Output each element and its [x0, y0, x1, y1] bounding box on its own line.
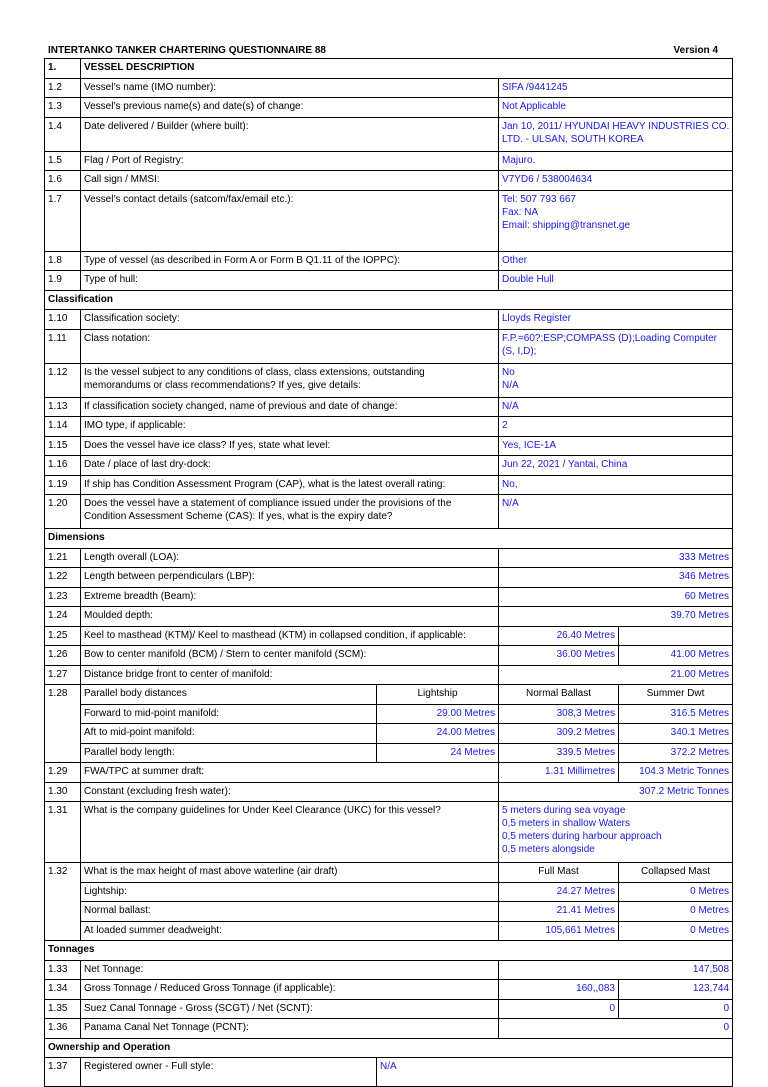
- row-label: [81, 495, 499, 529]
- row-number: 1.24: [45, 607, 81, 627]
- table-row: [45, 171, 733, 191]
- gross-tonnage-value: 160,,083: [499, 980, 619, 1000]
- value-cell: 105,661 Metres: [499, 921, 619, 941]
- row-label: Bow to center manifold (BCM) / Stern to center manifold (SCM):: [81, 646, 499, 666]
- contact-fax: Fax: NA: [502, 206, 539, 218]
- column-header: Full Mast: [499, 863, 619, 883]
- suez-gross-value: 0: [499, 999, 619, 1019]
- row-number: 1.6: [45, 171, 81, 191]
- loa-value: 333 Metres: [499, 548, 733, 568]
- row-label: Forward to mid-point manifold:: [81, 704, 377, 724]
- table-row: [45, 78, 733, 98]
- column-header: Lightship: [377, 685, 499, 705]
- row-label: Parallel body length:: [81, 743, 377, 763]
- section-row: [45, 290, 733, 310]
- row-number: 1.4: [45, 117, 81, 151]
- row-number: 1.2: [45, 78, 81, 98]
- contact-tel: Tel: 507 793 667: [502, 193, 576, 205]
- table-row: [45, 271, 733, 291]
- document-title: INTERTANKO TANKER CHARTERING QUESTIONNAIRE 88: [48, 45, 326, 56]
- row-label: Distance bridge front to center of manifold:: [81, 665, 499, 685]
- lbp-value: 346 Metres: [499, 568, 733, 588]
- row-number: 1.34: [45, 980, 81, 1000]
- dimensions-heading: Dimensions: [45, 529, 733, 549]
- row-number: 1.13: [45, 397, 81, 417]
- table-row: [45, 417, 733, 437]
- classification-heading: Classification: [45, 290, 733, 310]
- table-row: [45, 329, 733, 363]
- value-cell: 24.27 Metres: [499, 882, 619, 902]
- value-cell: 24 Metres: [377, 743, 499, 763]
- cas-value: N/A: [499, 495, 733, 529]
- row-number: 1.19: [45, 475, 81, 495]
- row-label: Lightship:: [81, 882, 499, 902]
- section-number: 1.: [45, 59, 81, 79]
- row-label: Call sign / MMSI:: [81, 171, 499, 191]
- row-label: Vessel’s previous name(s) and date(s) of change:: [81, 98, 499, 118]
- section-row: [45, 941, 733, 961]
- net-tonnage-value: 147,508: [499, 960, 733, 980]
- registered-owner-value: N/A: [377, 1058, 733, 1087]
- table-row: [45, 251, 733, 271]
- table-row: [45, 363, 733, 397]
- class-notation-value: [499, 329, 733, 363]
- row-label: Does the vessel have ice class? If yes, state what level:: [81, 436, 499, 456]
- ukc-line: 0,5 meters during harbour approach: [502, 831, 662, 842]
- table-row: [45, 1058, 733, 1087]
- ukc-line: 0,5 meters alongside: [502, 844, 595, 855]
- table-row: [45, 456, 733, 476]
- flag-value: Majuro.: [499, 151, 733, 171]
- row-number: 1.31: [45, 802, 81, 863]
- row-label: Date delivered / Builder (where built):: [81, 117, 499, 151]
- class-notation-line: F.P.=60?;ESP;COMPASS (D);Loading Computer: [502, 332, 718, 344]
- table-row: [45, 665, 733, 685]
- section-row: [45, 529, 733, 549]
- row-label: Type of hull:: [81, 271, 499, 291]
- table-row: [45, 882, 733, 902]
- row-number: 1.29: [45, 763, 81, 783]
- row-number: 1.36: [45, 1019, 81, 1039]
- row-number: 1.20: [45, 495, 81, 529]
- table-row: [45, 999, 733, 1019]
- row-label: Keel to masthead (KTM)/ Keel to masthead (KTM) in collapsed condition, if applicable:: [81, 626, 499, 646]
- row-number: 1.8: [45, 251, 81, 271]
- value-cell: 29.00 Metres: [377, 704, 499, 724]
- builder-line: LTD. - ULSAN, SOUTH KOREA: [502, 133, 644, 145]
- table-row: [45, 587, 733, 607]
- table-row: [45, 190, 733, 251]
- row-label: Aft to mid-point manifold:: [81, 724, 377, 744]
- table-row: [45, 151, 733, 171]
- row-label: At loaded summer deadweight:: [81, 921, 499, 941]
- value-cell: 372.2 Metres: [619, 743, 733, 763]
- row-number: 1.9: [45, 271, 81, 291]
- reduced-gross-tonnage-value: 123,744: [619, 980, 733, 1000]
- value-cell: 309.2 Metres: [499, 724, 619, 744]
- row-label: Vessel’s name (IMO number):: [81, 78, 499, 98]
- contact-email: Email: shipping@transnet.ge: [502, 219, 630, 231]
- value-cell: 21.41 Metres: [499, 902, 619, 922]
- row-number: 1.37: [45, 1058, 81, 1087]
- table-row: [45, 782, 733, 802]
- ownership-heading: Ownership and Operation: [45, 1038, 733, 1058]
- row-number: 1.22: [45, 568, 81, 588]
- class-change-value: N/A: [499, 397, 733, 417]
- hull-type-value: Double Hull: [499, 271, 733, 291]
- row-number: 1.27: [45, 665, 81, 685]
- value-cell: 339.5 Metres: [499, 743, 619, 763]
- label-line: memorandums or class recommendations? If yes, give details:: [84, 379, 361, 391]
- section-row: [45, 1038, 733, 1058]
- row-number: 1.5: [45, 151, 81, 171]
- table-row: [45, 646, 733, 666]
- row-label: Type of vessel (as described in Form A or Form B Q1.11 of the IOPPC):: [81, 251, 499, 271]
- call-sign-value: V7YD6 / 538004634: [499, 171, 733, 191]
- tonnages-heading: Tonnages: [45, 941, 733, 961]
- row-number: 1.30: [45, 782, 81, 802]
- row-label: If classification society changed, name of previous and date of change:: [81, 397, 499, 417]
- class-society-value: Lloyds Register: [499, 310, 733, 330]
- value-cell: 0 Metres: [619, 882, 733, 902]
- scm-value: 41.00 Metres: [619, 646, 733, 666]
- table-row: [45, 1019, 733, 1039]
- row-label: Constant (excluding fresh water):: [81, 782, 499, 802]
- column-header: Collapsed Mast: [619, 863, 733, 883]
- row-label: What is the max height of mast above waterline (air draft): [81, 863, 499, 883]
- value-cell: 24.00 Metres: [377, 724, 499, 744]
- table-row: [45, 685, 733, 705]
- value-line: N/A: [502, 379, 519, 391]
- table-row: [45, 436, 733, 456]
- table-row: [45, 98, 733, 118]
- row-number: 1.14: [45, 417, 81, 437]
- row-number: 1.33: [45, 960, 81, 980]
- table-row: [45, 117, 733, 151]
- row-label: If ship has Condition Assessment Program (CAP), what is the latest overall rating:: [81, 475, 499, 495]
- table-row: [45, 921, 733, 941]
- column-header: Summer Dwt: [619, 685, 733, 705]
- table-row: [45, 310, 733, 330]
- contact-details-value: [499, 190, 733, 251]
- class-notation-line: (S, I,D);: [502, 345, 537, 357]
- table-row: [45, 960, 733, 980]
- row-label: Vessel’s contact details (satcom/fax/email etc.):: [81, 190, 499, 251]
- tpc-value: 104.3 Metric Tonnes: [619, 763, 733, 783]
- row-number: 1.28: [45, 685, 81, 763]
- section-row: [45, 59, 733, 79]
- row-label: Extreme breadth (Beam):: [81, 587, 499, 607]
- ukc-line: 5 meters during sea voyage: [502, 805, 626, 816]
- value-cell: 316.5 Metres: [619, 704, 733, 724]
- label-line: Does the vessel have a statement of compliance issued under the provisions of the: [84, 498, 452, 509]
- value-cell: 0 Metres: [619, 902, 733, 922]
- questionnaire-header: [46, 44, 732, 58]
- row-number: 1.25: [45, 626, 81, 646]
- row-label: Suez Canal Tonnage - Gross (SCGT) / Net (SCNT):: [81, 999, 499, 1019]
- row-label: Panama Canal Net Tonnage (PCNT):: [81, 1019, 499, 1039]
- imo-type-value: 2: [499, 417, 733, 437]
- builder-value: [499, 117, 733, 151]
- ktm-value: 26.40 Metres: [499, 626, 619, 646]
- fwa-value: 1.31 Millimetres: [499, 763, 619, 783]
- row-number: 1.23: [45, 587, 81, 607]
- row-number: 1.10: [45, 310, 81, 330]
- table-row: [45, 863, 733, 883]
- dry-dock-value: Jun 22, 2021 / Yantai, China: [499, 456, 733, 476]
- value-line: No: [502, 366, 515, 378]
- row-label: Length between perpendiculars (LBP):: [81, 568, 499, 588]
- moulded-depth-value: 39.70 Metres: [499, 607, 733, 627]
- version-label: Version 4: [673, 45, 718, 56]
- table-row: [45, 763, 733, 783]
- row-label: Date / place of last dry-dock:: [81, 456, 499, 476]
- section-title: VESSEL DESCRIPTION: [81, 59, 733, 79]
- row-number: 1.11: [45, 329, 81, 363]
- row-label: Flag / Port of Registry:: [81, 151, 499, 171]
- value-cell: 0 Metres: [619, 921, 733, 941]
- table-row: [45, 626, 733, 646]
- row-label: Normal ballast:: [81, 902, 499, 922]
- table-row: [45, 902, 733, 922]
- row-number: 1.15: [45, 436, 81, 456]
- row-label: Moulded depth:: [81, 607, 499, 627]
- ktm-collapsed-value: [619, 626, 733, 646]
- table-row: [45, 568, 733, 588]
- row-number: 1.35: [45, 999, 81, 1019]
- constant-value: 307.2 Metric Tonnes: [499, 782, 733, 802]
- bridge-manifold-value: 21.00 Metres: [499, 665, 733, 685]
- table-row: [45, 548, 733, 568]
- table-row: [45, 743, 733, 763]
- bcm-value: 36.00 Metres: [499, 646, 619, 666]
- row-label: Length overall (LOA):: [81, 548, 499, 568]
- table-row: [45, 495, 733, 529]
- row-number: 1.16: [45, 456, 81, 476]
- table-row: [45, 802, 733, 863]
- row-number: 1.21: [45, 548, 81, 568]
- value-cell: 340.1 Metres: [619, 724, 733, 744]
- table-row: [45, 980, 733, 1000]
- row-number: 1.12: [45, 363, 81, 397]
- row-number: 1.32: [45, 863, 81, 941]
- suez-net-value: 0: [619, 999, 733, 1019]
- value-cell: 308,3 Metres: [499, 704, 619, 724]
- label-line: Is the vessel subject to any conditions of class, class extensions, outstanding: [84, 366, 425, 378]
- label-line: Condition Assessment Scheme (CAS): If yes, what is the expiry date?: [84, 511, 393, 522]
- builder-line: Jan 10, 2011/ HYUNDAI HEAVY INDUSTRIES CO.: [502, 120, 730, 132]
- ukc-value: [499, 802, 733, 863]
- row-label: Classification society:: [81, 310, 499, 330]
- cap-rating-value: No,: [499, 475, 733, 495]
- ice-class-value: Yes, ICE-1A: [499, 436, 733, 456]
- class-conditions-value: [499, 363, 733, 397]
- table-row: [45, 475, 733, 495]
- row-label: IMO type, if applicable:: [81, 417, 499, 437]
- row-label: FWA/TPC at summer draft:: [81, 763, 499, 783]
- row-label: Registered owner - Full style:: [81, 1058, 377, 1087]
- table-row: [45, 704, 733, 724]
- column-header: Normal Ballast: [499, 685, 619, 705]
- row-label: Parallel body distances: [81, 685, 377, 705]
- table-row: [45, 397, 733, 417]
- table-row: [45, 724, 733, 744]
- row-number: 1.26: [45, 646, 81, 666]
- row-label: [81, 363, 499, 397]
- row-number: 1.3: [45, 98, 81, 118]
- previous-name-value: Not Applicable: [499, 98, 733, 118]
- row-label: Gross Tonnage / Reduced Gross Tonnage (if applicable):: [81, 980, 499, 1000]
- row-label: Net Tonnage:: [81, 960, 499, 980]
- row-label: What is the company guidelines for Under Keel Clearance (UKC) for this vessel?: [81, 802, 499, 863]
- row-label: Class notation:: [81, 329, 499, 363]
- vessel-description-table: [44, 58, 733, 1087]
- beam-value: 60 Metres: [499, 587, 733, 607]
- vessel-type-value: Other: [499, 251, 733, 271]
- panama-net-value: 0: [499, 1019, 733, 1039]
- table-row: [45, 607, 733, 627]
- ukc-line: 0,5 meters in shallow Waters: [502, 818, 631, 829]
- vessel-name-value: SIFA /9441245: [499, 78, 733, 98]
- row-number: 1.7: [45, 190, 81, 251]
